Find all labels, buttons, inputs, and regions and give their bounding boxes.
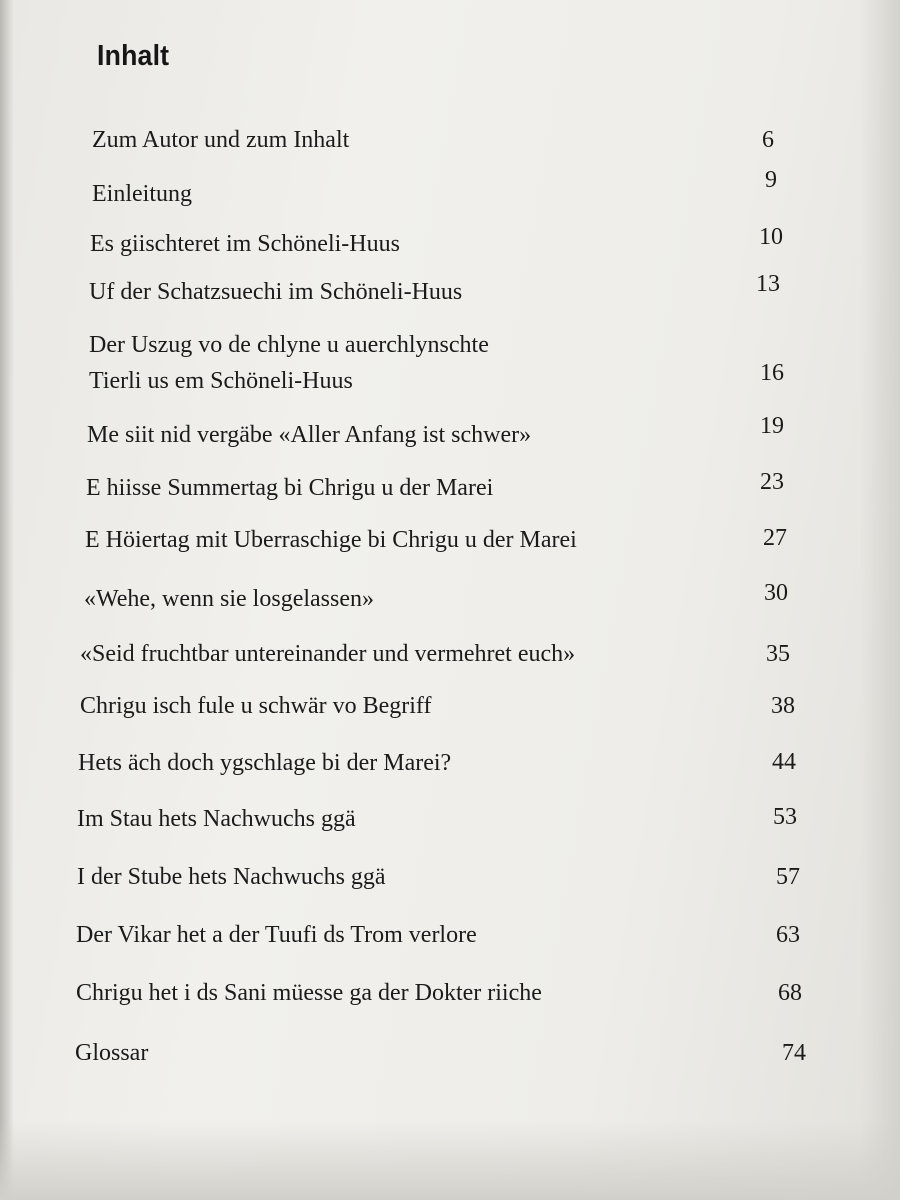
toc-entry-page: 13 [756, 271, 780, 297]
toc-entry-page: 44 [772, 749, 796, 775]
toc-entry-page: 38 [771, 693, 795, 719]
toc-entry-title: Es giischteret im Schöneli-Huus [90, 231, 400, 257]
toc-entry-page: 9 [765, 167, 777, 193]
toc-entry-page: 27 [763, 525, 787, 551]
toc-entry-title: Der Vikar het a der Tuufi ds Trom verlore [76, 922, 477, 948]
toc-entry-title: Einleitung [92, 181, 192, 207]
toc-entry-page: 23 [760, 469, 784, 495]
toc-entry-title: «Wehe, wenn sie losgelassen» [84, 586, 374, 612]
toc-entry-title: Me siit nid vergäbe «Aller Anfang ist schwer» [87, 422, 532, 448]
toc-entry-page: 19 [760, 413, 784, 439]
toc-entry-page: 63 [776, 922, 800, 948]
toc-entry-page: 16 [760, 360, 784, 386]
toc-entry-title: Chrigu het i ds Sani müesse ga der Dokter riiche [76, 980, 542, 1006]
toc-entry-page: 68 [778, 980, 802, 1006]
toc-entry-page: 74 [782, 1040, 806, 1066]
toc-entry-title-line2: Tierli us em Schöneli-Huus [89, 368, 353, 394]
toc-entry-title: Hets äch doch ygschlage bi der Marei? [78, 750, 452, 776]
toc-entry-title: Glossar [75, 1040, 149, 1066]
toc-entry-title: Der Uszug vo de chlyne u auerchlynschte [89, 332, 489, 358]
toc-entry-page: 30 [764, 580, 788, 606]
toc-entry-title: E hiisse Summertag bi Chrigu u der Marei [86, 475, 494, 501]
toc-entry-title: E Höiertag mit Uberraschige bi Chrigu u der Marei [85, 527, 577, 553]
toc-entry-page: 57 [776, 864, 800, 890]
page-title: Inhalt [97, 40, 170, 72]
toc-entry-page: 6 [762, 127, 774, 153]
toc-entry-title: Im Stau hets Nachwuchs ggä [77, 806, 356, 832]
toc-entry-title: Uf der Schatzsuechi im Schöneli-Huus [89, 279, 463, 305]
toc-entry-page: 53 [773, 804, 797, 830]
toc-entry-page: 10 [759, 224, 783, 250]
toc-entry-title: Zum Autor und zum Inhalt [92, 127, 350, 153]
toc-entry-title: I der Stube hets Nachwuchs ggä [77, 864, 386, 890]
toc-entry-page: 35 [766, 641, 790, 667]
toc-entry-title: «Seid fruchtbar untereinander und vermehret euch» [80, 641, 576, 667]
toc-entry-title: Chrigu isch fule u schwär vo Begriff [80, 693, 432, 719]
